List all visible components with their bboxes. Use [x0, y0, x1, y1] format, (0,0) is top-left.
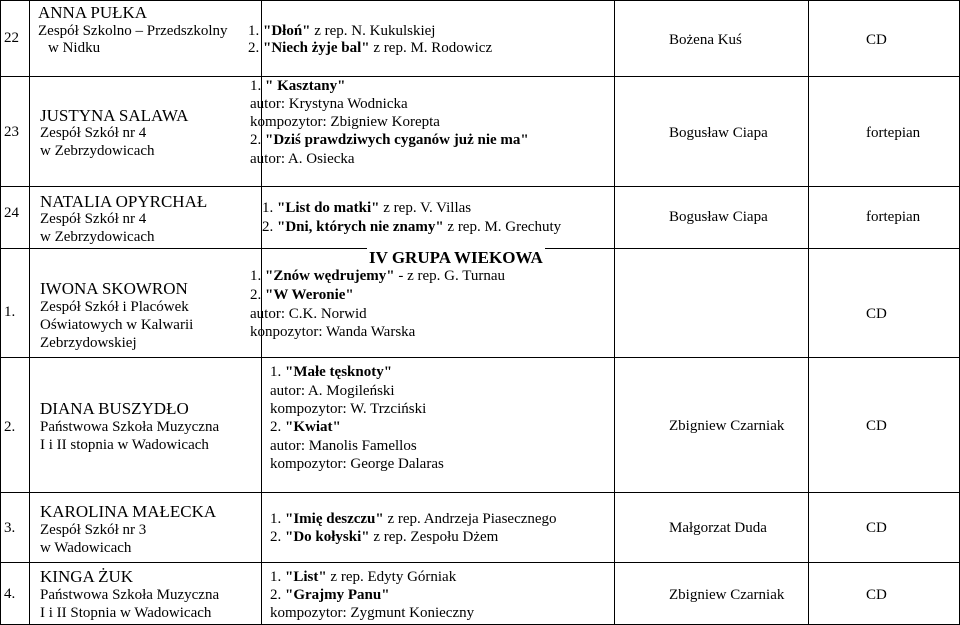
teacher-name: Zbigniew Czarniak — [669, 418, 785, 434]
participant-name: KINGA ŻUK — [40, 567, 134, 586]
row-border — [0, 492, 960, 493]
song-line: autor: A. Mogileński — [270, 383, 395, 399]
school-line: I i II Stopnia w Wadowicach — [40, 605, 212, 621]
song-prefix: 2. — [262, 219, 277, 235]
song-rest: - z rep. G. Turnau — [394, 268, 505, 284]
song-rest: z rep. V. Villas — [379, 200, 472, 216]
song-title: "Znów wędrujemy" — [265, 268, 395, 284]
song-title: "W Weronie" — [265, 287, 354, 303]
song-line — [250, 132, 529, 149]
song-title: "Dni, których nie znamy" — [277, 219, 444, 235]
song-prefix: 1. — [250, 268, 265, 284]
accompaniment: CD — [866, 306, 887, 322]
participant-name: ANNA PUŁKA — [38, 3, 148, 22]
teacher-name: Bożena Kuś — [669, 32, 742, 48]
teacher-name: Zbigniew Czarniak — [669, 587, 785, 603]
song-rest: z rep. M. Grechuty — [443, 219, 562, 235]
song-title: "Dłoń" — [263, 23, 311, 39]
accompaniment: CD — [866, 418, 887, 434]
song-line — [270, 587, 390, 604]
row-border — [0, 76, 960, 77]
school-line: Zespół Szkół nr 3 — [40, 522, 147, 538]
song-rest: z rep. M. Rodowicz — [369, 40, 493, 56]
song-line — [262, 200, 471, 217]
row-border — [0, 562, 960, 563]
school-line: Państwowa Szkoła Muzyczna — [40, 587, 220, 603]
song-prefix: 1. — [270, 364, 285, 380]
school-line: w Nidku — [48, 40, 101, 56]
song-title: "Imię deszczu" — [285, 511, 384, 527]
song-title: "Niech żyje bal" — [263, 40, 370, 56]
song-prefix: 1. — [250, 78, 265, 94]
accompaniment: fortepian — [866, 125, 921, 141]
teacher-name: Małgorzat Duda — [669, 520, 767, 536]
song-title: "Kwiat" — [285, 419, 341, 435]
song-title: "Grajmy Panu" — [285, 587, 390, 603]
song-title: "Małe tęsknoty" — [285, 364, 393, 380]
song-line — [262, 219, 561, 236]
row-number: 23 — [4, 124, 19, 140]
col-border — [0, 0, 1, 625]
song-title: "Dziś prawdziwych cyganów już nie ma" — [265, 132, 529, 148]
col-border — [29, 0, 30, 625]
song-line — [248, 40, 492, 57]
song-line: autor: A. Osiecka — [250, 151, 355, 167]
school-line: w Wadowicach — [40, 540, 132, 556]
song-line — [248, 23, 435, 40]
song-line — [250, 287, 354, 304]
school-line: Oświatowych w Kalwarii — [40, 317, 194, 333]
song-prefix: 1. — [262, 200, 277, 216]
song-prefix: 2. — [250, 287, 265, 303]
song-line: kompozytor: Zygmunt Konieczny — [270, 605, 475, 621]
song-prefix: 2. — [270, 587, 285, 603]
school-line: Zespół Szkół i Placówek — [40, 299, 189, 315]
participant-name: IWONA SKOWRON — [40, 279, 188, 298]
song-prefix: 1. — [270, 569, 285, 585]
row-number: 1. — [4, 304, 16, 320]
school-line: Zespół Szkół nr 4 — [40, 125, 147, 141]
row-number: 24 — [4, 205, 19, 221]
accompaniment: CD — [866, 32, 887, 48]
song-line: konpozytor: Wanda Warska — [250, 324, 416, 340]
song-line — [250, 78, 345, 95]
song-line — [270, 529, 498, 546]
song-rest: z rep. Edyty Górniak — [326, 569, 457, 585]
school-line: I i II stopnia w Wadowicach — [40, 437, 209, 453]
teacher-name: Bogusław Ciapa — [669, 125, 768, 141]
song-title: "List" — [285, 569, 327, 585]
row-border — [0, 357, 960, 358]
song-line — [270, 419, 341, 436]
school-line: Zespół Szkół nr 4 — [40, 211, 147, 227]
school-line: Zespół Szkolno – Przedszkolny — [38, 23, 228, 39]
song-line: kompozytor: Zbigniew Korepta — [250, 114, 440, 130]
group-heading: IV GRUPA WIEKOWA — [369, 248, 543, 267]
song-prefix: 1. — [248, 23, 263, 39]
song-prefix: 2. — [270, 529, 285, 545]
song-line: autor: Manolis Famellos — [270, 438, 417, 454]
song-prefix: 2. — [270, 419, 285, 435]
song-line: kompozytor: George Dalaras — [270, 456, 444, 472]
row-number: 3. — [4, 520, 16, 536]
song-line — [270, 569, 456, 586]
row-number: 22 — [4, 30, 19, 46]
participant-name: KAROLINA MAŁECKA — [40, 502, 217, 521]
song-rest: z rep. N. Kukulskiej — [310, 23, 436, 39]
teacher-name: Bogusław Ciapa — [669, 209, 768, 225]
col-border — [614, 0, 615, 625]
col-border — [808, 0, 809, 625]
song-line — [250, 268, 505, 285]
school-line: w Zebrzydowicach — [40, 143, 155, 159]
school-line: Zebrzydowskiej — [40, 335, 137, 351]
row-border — [0, 0, 960, 1]
accompaniment: CD — [866, 587, 887, 603]
song-prefix: 1. — [270, 511, 285, 527]
participant-name: NATALIA OPYRCHAŁ — [40, 192, 208, 211]
song-title: "Do kołyski" — [285, 529, 370, 545]
accompaniment: CD — [866, 520, 887, 536]
accompaniment: fortepian — [866, 209, 921, 225]
row-border — [0, 186, 960, 187]
song-prefix: 2. — [250, 132, 265, 148]
school-line: Państwowa Szkoła Muzyczna — [40, 419, 220, 435]
participant-name: DIANA BUSZYDŁO — [40, 399, 189, 418]
row-number: 4. — [4, 586, 16, 602]
song-line: autor: Krystyna Wodnicka — [250, 96, 408, 112]
song-title: "List do matki" — [277, 200, 380, 216]
participant-name: JUSTYNA SALAWA — [40, 106, 189, 125]
school-line: w Zebrzydowicach — [40, 229, 155, 245]
song-line: kompozytor: W. Trzciński — [270, 401, 427, 417]
song-line: autor: C.K. Norwid — [250, 306, 367, 322]
row-number: 2. — [4, 419, 16, 435]
song-line — [270, 364, 392, 381]
song-rest: z rep. Zespołu Dżem — [369, 529, 499, 545]
song-rest: z rep. Andrzeja Piasecznego — [383, 511, 557, 527]
song-line — [270, 511, 557, 528]
song-title: " Kasztany" — [265, 78, 346, 94]
song-prefix: 2. — [248, 40, 263, 56]
